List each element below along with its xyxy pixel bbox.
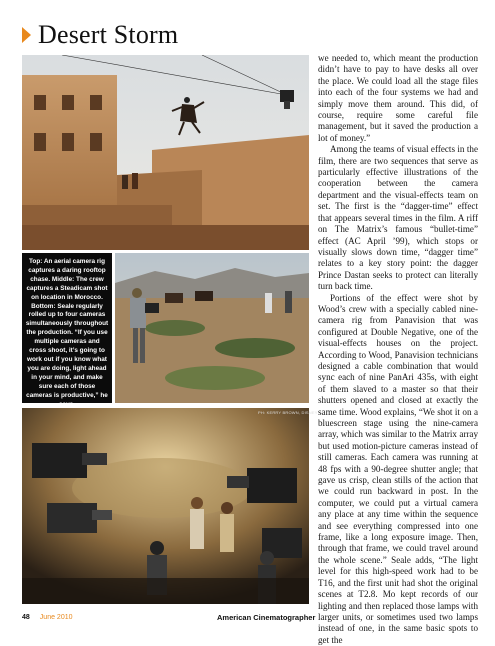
photo-rooftop-chase <box>22 55 309 250</box>
photo-caption <box>22 253 112 408</box>
paragraph: Among the teams of visual effects in the film, there are two sequences that serve as particularly effective illustrations of the cooperation between the camera department and the visual-effects team on set. The first is the “dagger-time” effect that appears several times in the film. A riff on The Matrix’s famous “bullet-time” effect (AC April ’99), which stops or visually slows down time, “dagger time” relates to a key story point: the dagger Prince Dastan seeks to protect can literally turn back time. <box>318 144 478 292</box>
photo-multiple-cameras <box>22 408 309 604</box>
magazine-name: American Cinematographer <box>217 612 316 622</box>
page-title: Desert Storm <box>38 20 179 49</box>
page-footer <box>22 610 478 624</box>
paragraph: Portions of the effect were shot by Wood’s crew with a specially cabled nine-camera rig from Panavision that was configured at Double Negative, one of the visual-effects houses on the project. According to Wood, Panavision technicians designed a cable combination that would sync each of nine PanAri 435s, with eight of them slaved to a master so that their shutters opened and closed at exactly the same time. Wood explains, “We shot it on a bluescreen stage using the nine-camera array, which was similar to the Matrix array but used motion-picture cameras instead of still cameras. Each camera was running at 48 fps with a 90-degree shutter angle; that gave us crisp, clean stills of the action that we could run backward in post. In the computer, we could put a virtual camera any place at any time within the sequence and see everything compressed into one frame, like a long exposure image. Then, through that frame, we could travel around the whole scene.” Seale adds, “The light level for this high-speed work had to be T16, and the first unit had shot the original scenes at T2.8. Mo kept records of our lighting and then replaced those lamps with larger units, or sometimes used two lamps instead of one, in the same basic spots to get the <box>318 292 478 645</box>
article-body <box>318 53 478 646</box>
page-number: 48 <box>22 613 30 621</box>
photo-steadicam-morocco <box>115 253 309 403</box>
caption-text: Top: An aerial camera rig captures a daring rooftop chase. Middle: The crew captures a Steadicam shot on location in Morocco. Bottom: Seale regularly rolled up to four cameras simultaneously throughout the production. “If you use multiple cameras and cross shoot, it’s going to work out if you know what you are doing, light ahead in your mind, and make sure each of those cameras is productive,” he says. <box>25 258 109 408</box>
issue-date: June 2010 <box>39 613 73 621</box>
paragraph: we needed to, which meant the production didn’t have to pay to have desks all over the place. We could load all the stage files into each of the four systems we had and simply move them around. This did, of course, require some careful file management, but it saved the production a lot of money.” <box>318 53 478 143</box>
page-header <box>22 20 178 50</box>
section-marker-icon <box>22 27 31 43</box>
photo-credit: PH: KERRY BROWN, DISNEY <box>258 410 318 415</box>
